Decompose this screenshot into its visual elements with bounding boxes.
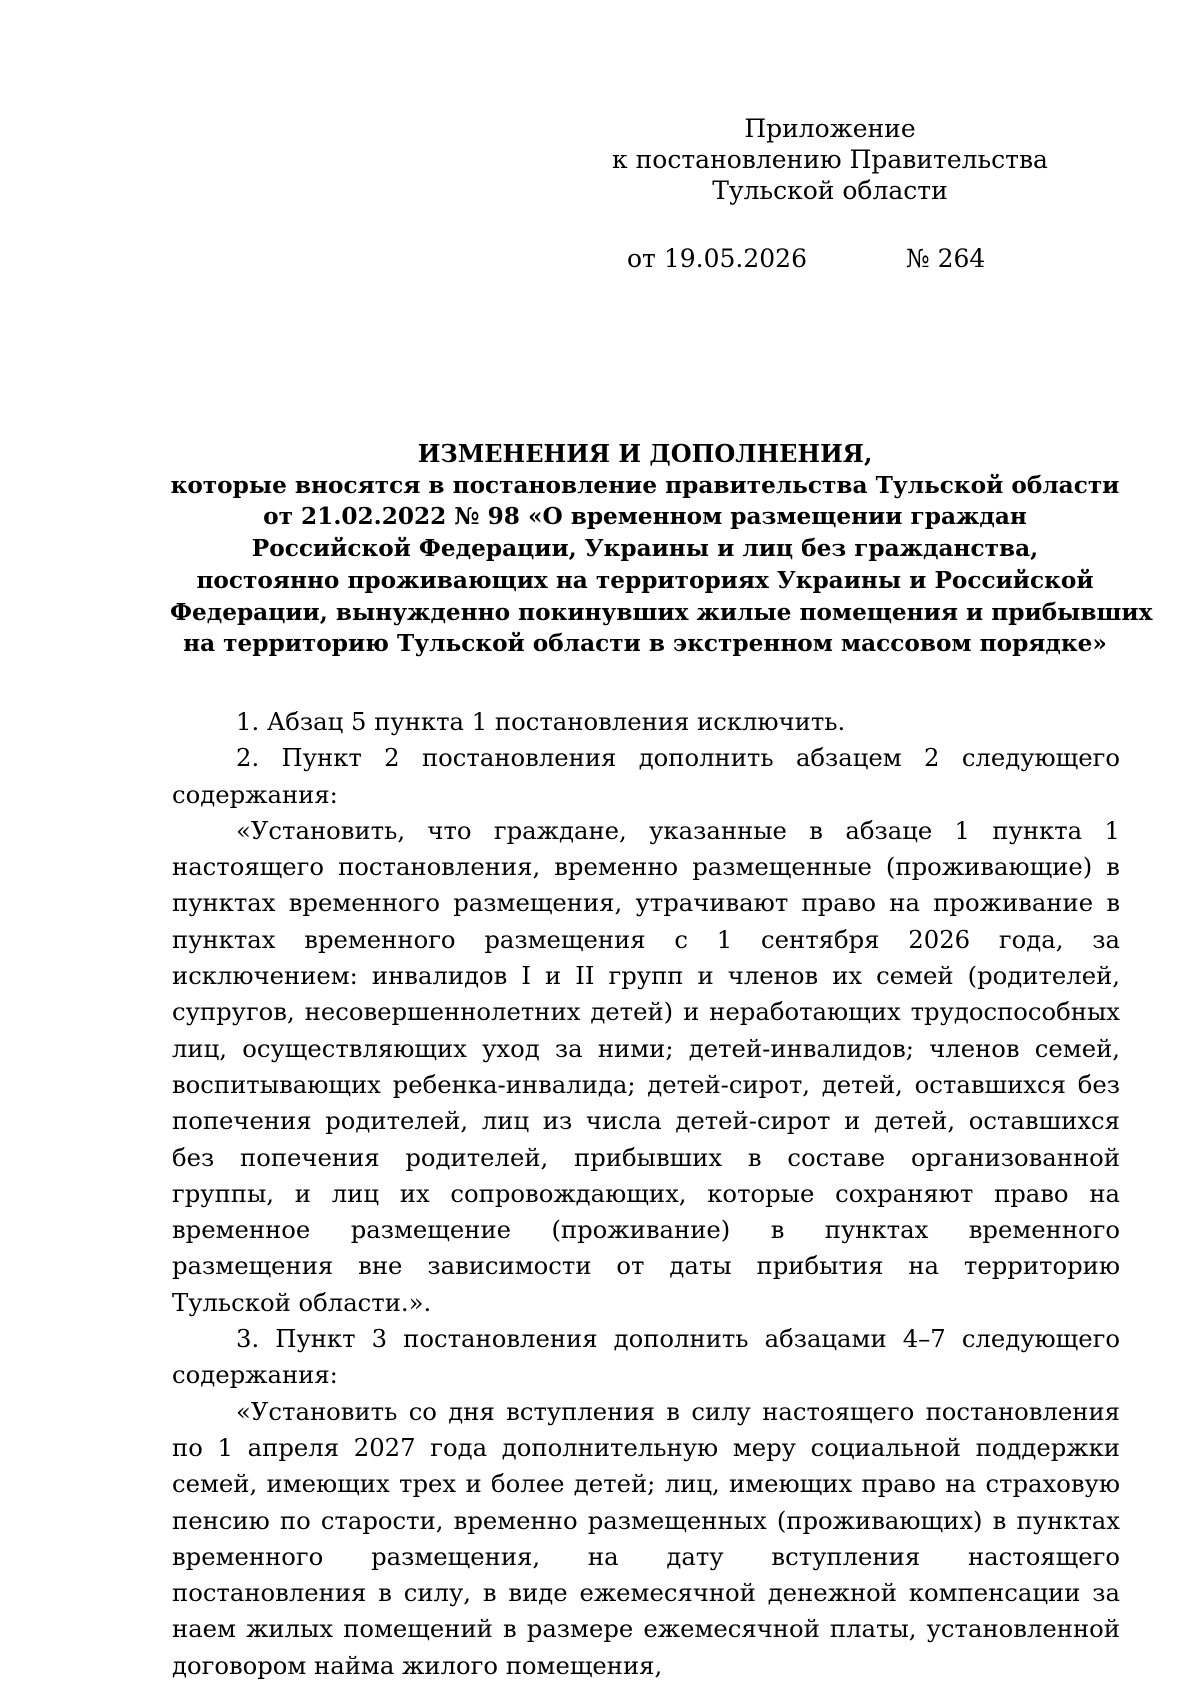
paragraph-5: «Установить со дня вступления в силу настоящего постановления по 1 апреля 2027 года дополнительную меру социальной поддержки семей, имеющих трех и более детей; лиц, имеющих право на страховую пенсию по старости, временно размещенных (проживающих) в пунктах временного размещения, на дату вступления настоящего постановления в силу, в виде ежемесячной денежной компенсации за наем жилых помещений в размере ежемесячной платы, установленной договором найма жилого помещения, — [172, 1396, 1120, 1680]
paragraph-2: 2. Пункт 2 постановления дополнить абзацем 2 следующего содержания: — [172, 743, 1120, 809]
title-line: постоянно проживающих на территориях Украины и Российской — [196, 566, 1094, 594]
document-title — [170, 438, 1153, 660]
title-line: которые вносятся в постановление правительства Тульской области — [170, 471, 1120, 499]
title-line: от 21.02.2022 № 98 «О временном размещении граждан — [263, 503, 1027, 531]
title-line: Российской Федерации, Украины и лиц без гражданства, — [251, 535, 1039, 563]
paragraph-4: 3. Пункт 3 постановления дополнить абзацами 4–7 следующего содержания: — [172, 1324, 1120, 1390]
document-number: № 264 — [906, 244, 986, 273]
document-body — [172, 704, 1120, 1684]
appendix-line-1: Приложение — [744, 114, 916, 143]
appendix-line-3: Тульской области — [712, 176, 948, 205]
paragraph-3: «Установить, что граждане, указанные в абзаце 1 пункта 1 настоящего постановления, временно размещенные (проживающие) в пунктах временного размещения, утрачивают право на проживание в пунктах временного размещения с 1 сентября 2026 года, за исключением: инвалидов I и II групп и членов их семей (родителей, супругов, несовершеннолетних детей) и неработающих трудоспособных лиц, осуществляющих уход за ними; детей-инвалидов; членов семей, воспитывающих ребенка-инвалида; детей-сирот, детей, оставшихся без попечения родителей, лиц из числа детей-сирот и детей, оставшихся без попечения родителей, прибывших в составе организованной группы, и лиц их сопровождающих, которые сохраняют право на временное размещение (проживание) в пунктах временного размещения вне зависимости от даты прибытия на территорию Тульской области.». — [172, 815, 1120, 1317]
title-line: Федерации, вынужденно покинувших жилые помещения и прибывших — [170, 598, 1153, 626]
title-main: ИЗМЕНЕНИЯ И ДОПОЛНЕНИЯ, — [417, 439, 873, 468]
title-line: на территорию Тульской области в экстренном массовом порядке» — [183, 630, 1107, 658]
appendix-line-2: к постановлению Правительства — [612, 145, 1048, 174]
appendix-header — [600, 113, 1060, 206]
paragraph-1: 1. Абзац 5 пункта 1 постановления исключить. — [236, 707, 846, 736]
document-date: от 19.05.2026 — [627, 244, 807, 273]
